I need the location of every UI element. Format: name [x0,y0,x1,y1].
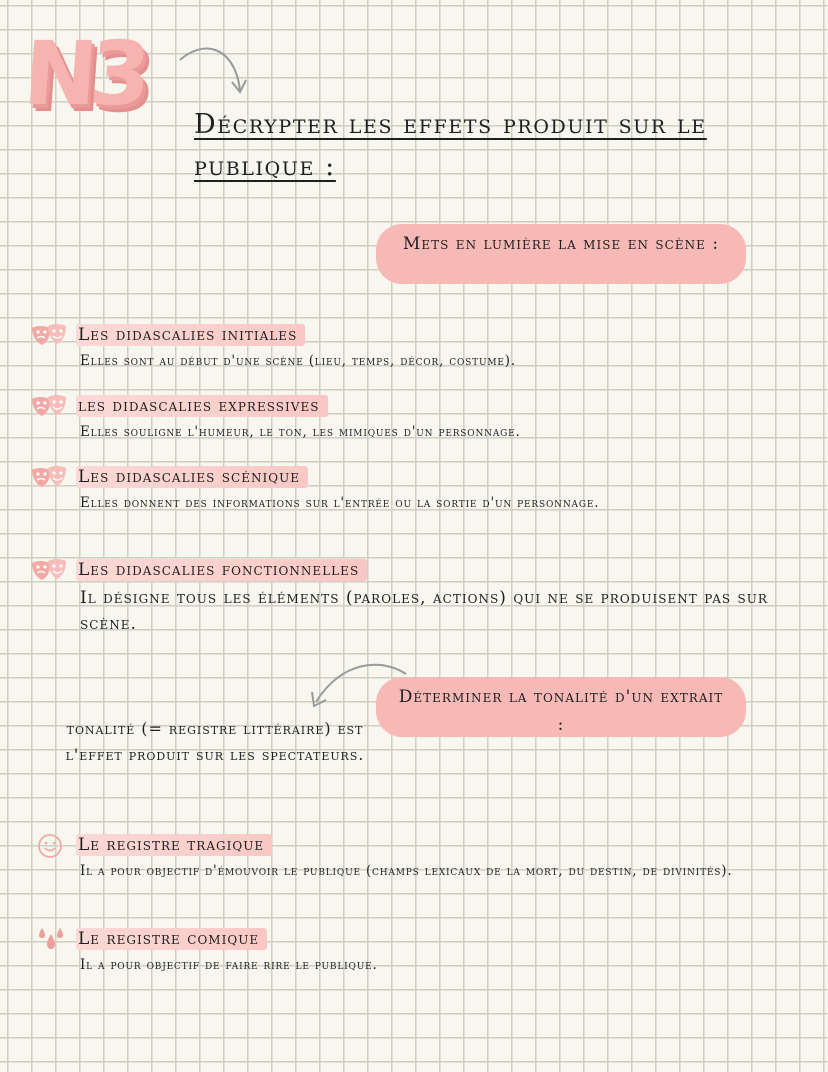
section-heading: Le registre comique [76,928,267,950]
section-body: Il désigne tous les éléments (paroles, actions) qui ne se produisent pas sur scène. [80,588,768,634]
section-body: Elles sont au début d'une scène (lieu, temps, décor, costume). [80,353,516,369]
section-heading: Le registre tragique [76,834,272,856]
section-heading: les didascalies expressives [76,395,328,417]
tonalite-pill: Déterminer la tonalité d'un extrait : [376,677,746,737]
section-body: Il a pour objectif de faire rire le publique. [80,957,378,973]
section-registre-comique [30,926,810,976]
curved-arrow-icon [172,38,252,104]
section-heading: Les didascalies fonctionnelles [76,559,367,581]
mise-en-scene-pill: Mets en lumière la mise en scène : [376,224,746,284]
tonalite-definition: tonalité (= registre littéraire) est l'effet produit sur les spectateurs. [65,719,365,764]
tears-icon [30,926,76,952]
section-heading: Les didascalies scénique [76,466,308,488]
section-didascalies-expressives [30,393,810,443]
section-registre-tragique [30,832,810,882]
theater-masks-icon [30,322,76,348]
theater-masks-icon [30,557,76,583]
section-body: Elles donnent des informations sur l'entrée ou la sortie d'un personnage. [80,495,600,511]
page-title: Décrypter les effets produit sur le publique : [194,109,707,182]
section-didascalies-scenique [30,464,810,514]
section-body: Elles souligne l'humeur, le ton, les mimiques d'un personnage. [80,424,521,440]
section-body: Il a pour objectif d'émouvoir le publique (champs lexicaux de la mort, du destin, de divinités). [80,863,733,879]
section-didascalies-initiales [30,322,810,372]
theater-masks-icon [30,393,76,419]
logo-n3 [20,22,184,150]
section-heading: Les didascalies initiales [76,324,305,346]
theater-masks-icon [30,464,76,490]
logo-text: N3 [20,22,147,125]
smiley-icon [30,832,76,858]
section-didascalies-fonctionnelles [30,557,810,637]
